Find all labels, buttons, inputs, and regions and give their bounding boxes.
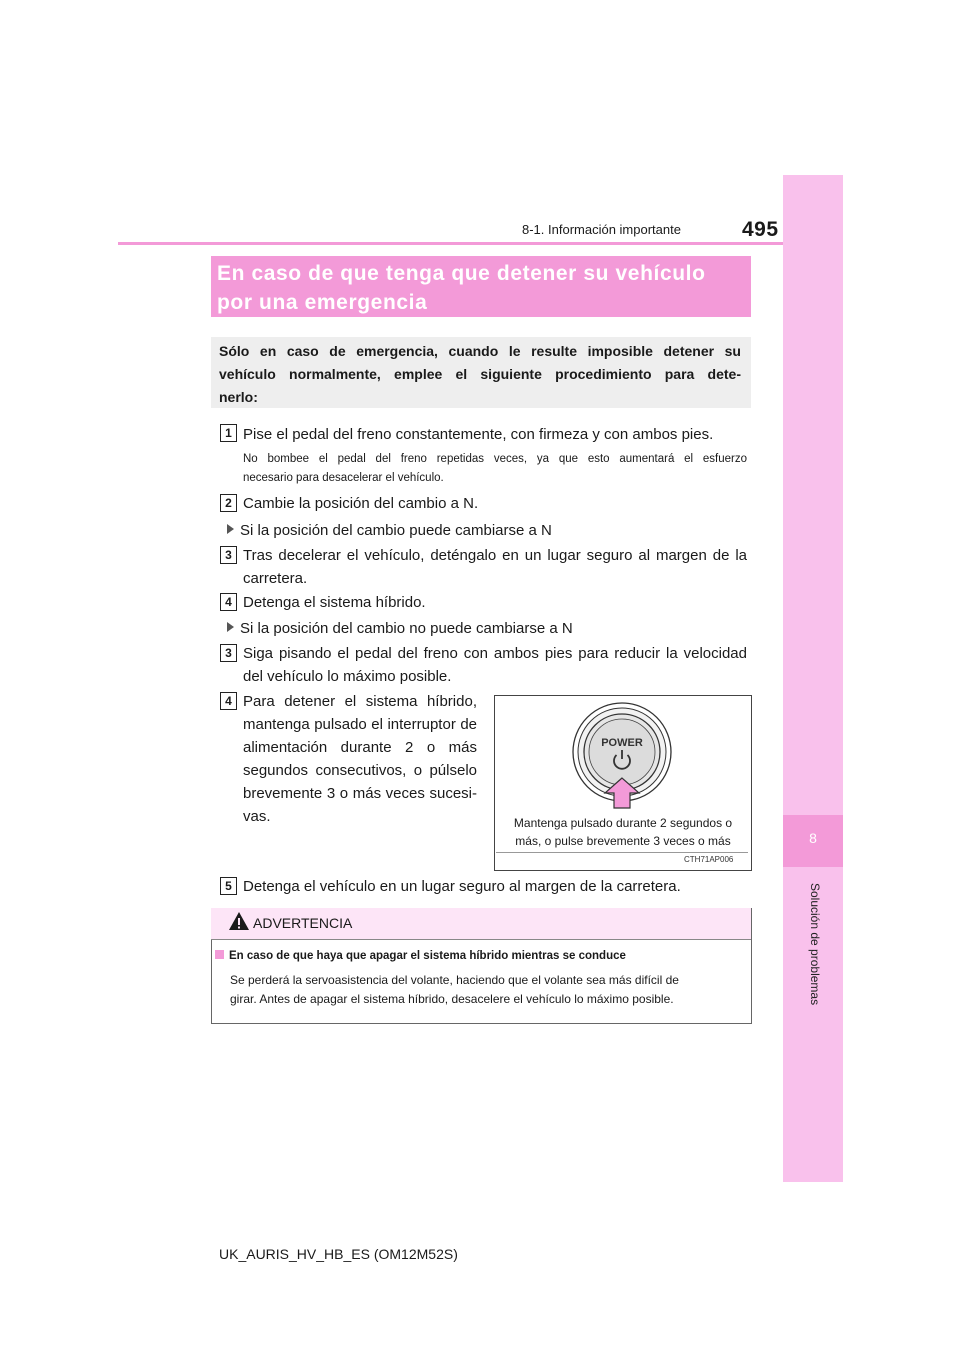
step-4b-text [243, 690, 477, 828]
step-3-line-1: Tras decelerar el vehículo, deténgalo en un lugar seguro al margen de la [243, 547, 747, 564]
triangle-bullet-icon [227, 524, 234, 534]
chapter-side-tab [783, 175, 843, 1182]
step-number-4: 4 [220, 692, 237, 710]
warning-triangle-icon [228, 911, 250, 931]
step-1-note-line-2: necesario para desacelerar el vehículo. [243, 472, 444, 484]
header-rule [118, 242, 783, 245]
warning-label: ADVERTENCIA [253, 915, 353, 931]
illustration-code: CTH71AP006 [684, 855, 734, 864]
chapter-number: 8 [809, 830, 817, 846]
intro-line: nerlo: [219, 389, 258, 405]
bullet-shift-possible [227, 519, 552, 542]
step-4b-line: Para detener el sistema híbrido, [243, 693, 477, 710]
step-number-3: 3 [220, 644, 237, 662]
step-4-text: Detenga el sistema híbrido. [243, 594, 426, 611]
warning-body [230, 971, 742, 1009]
warning-body-line: girar. Antes de apagar el sistema híbrido, desacelere el vehículo lo máximo posible. [230, 992, 674, 1006]
step-3-line-2: carretera. [243, 570, 308, 587]
step-1-text: Pise el pedal del freno constantemente, con firmeza y con ambos pies. [243, 426, 714, 443]
step-number-4: 4 [220, 593, 237, 611]
intro-line: vehículo normalmente, emplee el siguiente procedimiento para dete- [219, 366, 741, 382]
bullet-text: Si la posición del cambio no puede cambiarse a N [240, 620, 573, 637]
step-5-text: Detenga el vehículo en un lugar seguro al margen de la carretera. [243, 878, 681, 895]
step-number-3: 3 [220, 546, 237, 564]
power-button-label: POWER [601, 737, 643, 749]
step-2-text: Cambie la posición del cambio a N. [243, 495, 479, 512]
caption-divider [496, 852, 748, 853]
bullet-shift-not-possible [227, 617, 573, 640]
step-3b-line-1: Siga pisando el pedal del freno con ambos pies para reducir la velocidad [243, 645, 747, 662]
warning-heading-text: En caso de que haya que apagar el sistema híbrido mientras se conduce [229, 950, 626, 962]
triangle-bullet-icon [227, 622, 234, 632]
page-title [217, 259, 749, 317]
caption-line: más, o pulse brevemente 3 veces o más [515, 834, 731, 848]
step-4b-line: alimentación durante 2 o más [243, 739, 477, 756]
power-button-icon [560, 700, 684, 812]
caption-line: Mantenga pulsado durante 2 segundos o [513, 816, 733, 830]
section-title: 8-1. Información importante [522, 222, 681, 237]
intro-text [219, 340, 741, 409]
step-1-note-line-1: No bombee el pedal del freno repetidas veces, ya que esto aumentará el esfuerzo [243, 453, 747, 465]
illustration-caption [498, 814, 748, 850]
document-code-footer: UK_AURIS_HV_HB_ES (OM12M52S) [219, 1246, 458, 1262]
step-4b-line: segundos consecutivos, o púlselo [243, 762, 477, 779]
intro-line: Sólo en caso de emergencia, cuando le resulte imposible detener su [219, 343, 741, 359]
step-4b-line: mantenga pulsado el interruptor de [243, 716, 477, 733]
chapter-title: Solución de problemas [808, 883, 822, 1006]
step-3b-line-2: del vehículo lo máximo posible. [243, 668, 452, 685]
warning-heading [215, 950, 626, 962]
step-4b-line: vas. [243, 808, 271, 825]
step-number-5: 5 [220, 877, 237, 895]
warning-body-line: Se perderá la servoasistencia del volante, haciendo que el volante sea más difícil de [230, 973, 679, 987]
step-4b-line: brevemente 3 o más veces sucesi- [243, 785, 477, 802]
pink-square-bullet-icon [215, 950, 224, 959]
bullet-text: Si la posición del cambio puede cambiarse a N [240, 522, 552, 539]
page-title-line-1: En caso de que tenga que detener su vehículo [217, 262, 706, 285]
page-title-line-2: por una emergencia [217, 291, 428, 314]
page-number: 495 [742, 218, 779, 241]
step-number-2: 2 [220, 494, 237, 512]
step-number-1: 1 [220, 424, 237, 442]
